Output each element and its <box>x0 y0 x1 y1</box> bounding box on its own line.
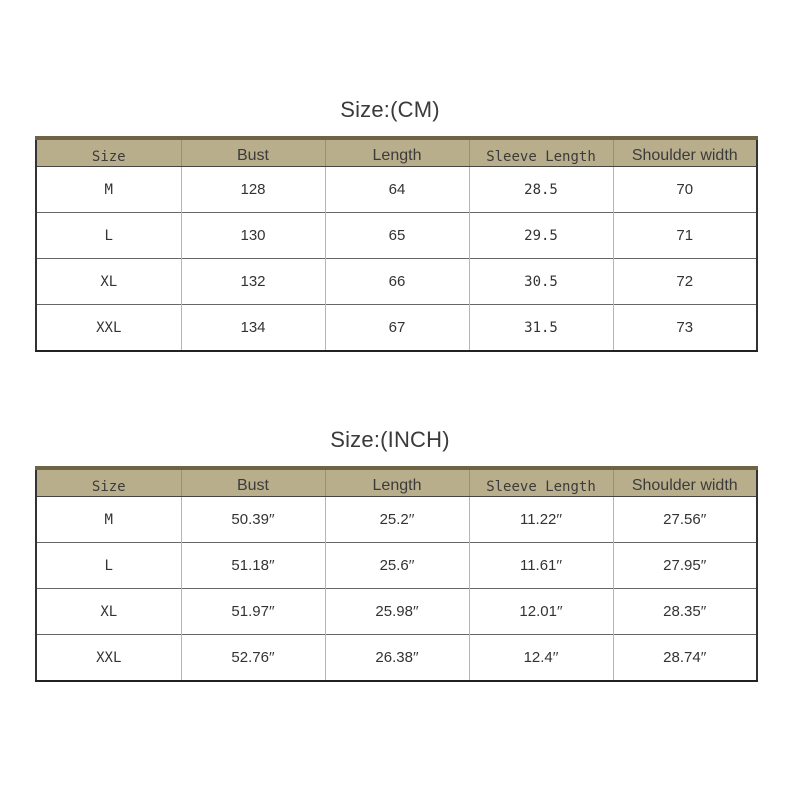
shoulder-width-cell: 27.95′′ <box>613 543 757 589</box>
cm-size-table <box>35 136 758 352</box>
bust-cell: 128 <box>181 167 325 213</box>
size-cell: XXL <box>36 635 181 682</box>
table-row <box>36 635 757 682</box>
cm-header-length: Length <box>325 138 469 167</box>
bust-cell: 130 <box>181 213 325 259</box>
bust-cell: 50.39′′ <box>181 497 325 543</box>
inch-header-size: Size <box>36 468 181 497</box>
cm-header-size: Size <box>36 138 181 167</box>
table-row <box>36 589 757 635</box>
bust-cell: 51.18′′ <box>181 543 325 589</box>
table-row <box>36 213 757 259</box>
cm-header-sleeve-length: Sleeve Length <box>469 138 613 167</box>
table-row <box>36 305 757 352</box>
sleeve-length-cell: 31.5 <box>469 305 613 352</box>
shoulder-width-cell: 72 <box>613 259 757 305</box>
sleeve-length-cell: 28.5 <box>469 167 613 213</box>
sleeve-length-cell: 12.01′′ <box>469 589 613 635</box>
sleeve-length-cell: 29.5 <box>469 213 613 259</box>
inch-header-bust: Bust <box>181 468 325 497</box>
table-row <box>36 167 757 213</box>
bust-cell: 134 <box>181 305 325 352</box>
sleeve-length-cell: 11.61′′ <box>469 543 613 589</box>
size-cell: L <box>36 213 181 259</box>
sleeve-length-cell: 12.4′′ <box>469 635 613 682</box>
shoulder-width-cell: 73 <box>613 305 757 352</box>
size-cell: M <box>36 497 181 543</box>
sleeve-length-cell: 30.5 <box>469 259 613 305</box>
table-row <box>36 497 757 543</box>
shoulder-width-cell: 28.74′′ <box>613 635 757 682</box>
length-cell: 64 <box>325 167 469 213</box>
size-cell: XL <box>36 259 181 305</box>
length-cell: 25.98′′ <box>325 589 469 635</box>
cm-header-row <box>36 138 757 167</box>
size-cell: XL <box>36 589 181 635</box>
shoulder-width-cell: 28.35′′ <box>613 589 757 635</box>
length-cell: 25.2′′ <box>325 497 469 543</box>
length-cell: 25.6′′ <box>325 543 469 589</box>
length-cell: 66 <box>325 259 469 305</box>
cm-header-bust: Bust <box>181 138 325 167</box>
size-cell: M <box>36 167 181 213</box>
table-row <box>36 543 757 589</box>
size-cell: L <box>36 543 181 589</box>
shoulder-width-cell: 71 <box>613 213 757 259</box>
inch-header-sleeve-length: Sleeve Length <box>469 468 613 497</box>
length-cell: 65 <box>325 213 469 259</box>
bust-cell: 52.76′′ <box>181 635 325 682</box>
inch-section-title: Size:(INCH) <box>330 427 450 452</box>
cm-section-title: Size:(CM) <box>340 97 440 122</box>
sleeve-length-cell: 11.22′′ <box>469 497 613 543</box>
table-row <box>36 259 757 305</box>
length-cell: 67 <box>325 305 469 352</box>
shoulder-width-cell: 70 <box>613 167 757 213</box>
bust-cell: 132 <box>181 259 325 305</box>
inch-header-length: Length <box>325 468 469 497</box>
bust-cell: 51.97′′ <box>181 589 325 635</box>
inch-header-shoulder-width: Shoulder width <box>613 468 757 497</box>
shoulder-width-cell: 27.56′′ <box>613 497 757 543</box>
length-cell: 26.38′′ <box>325 635 469 682</box>
inch-header-row <box>36 468 757 497</box>
inch-size-table <box>35 466 758 682</box>
cm-header-shoulder-width: Shoulder width <box>613 138 757 167</box>
size-cell: XXL <box>36 305 181 352</box>
